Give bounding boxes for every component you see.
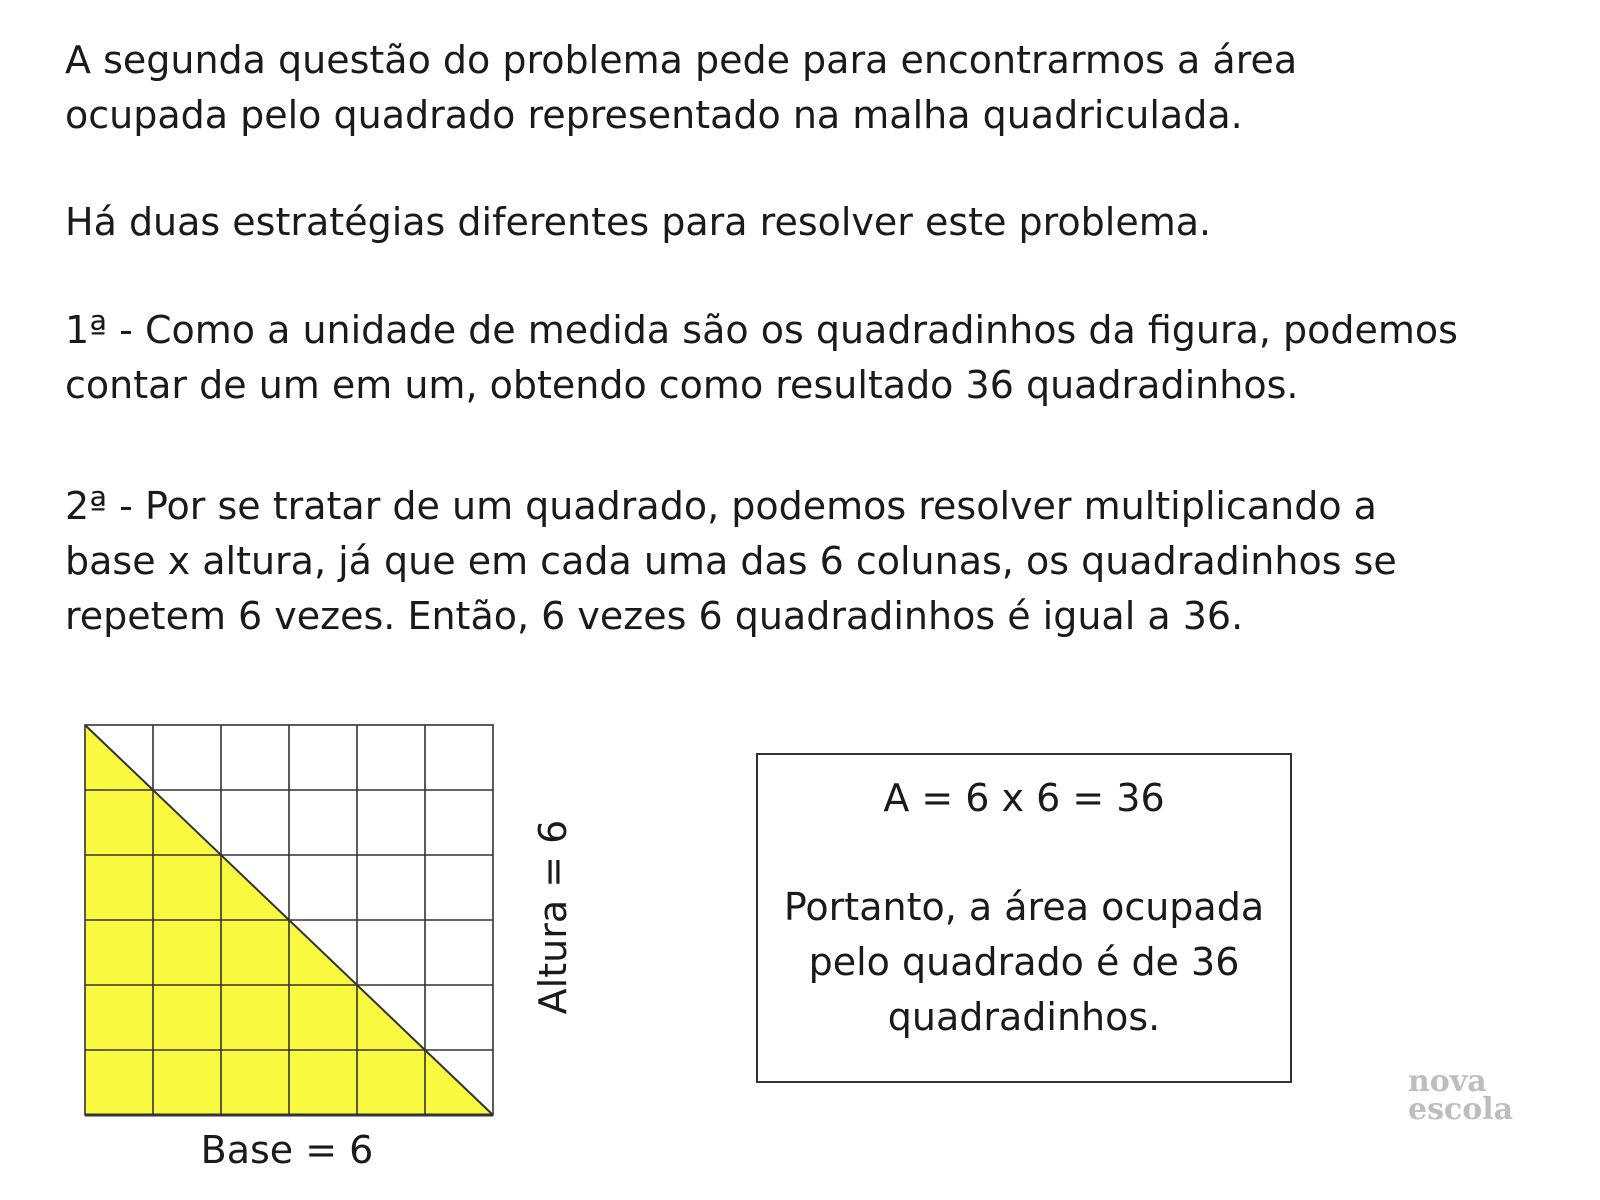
base-label: Base = 6 bbox=[200, 1128, 374, 1172]
paragraph-intro: A segunda questão do problema pede para encontrarmos a área ocupada pelo quadrado representado na malha quadriculada. bbox=[65, 38, 1298, 137]
height-label: Altura = 6 bbox=[531, 819, 575, 1015]
logo-line-escola: escola bbox=[1408, 1092, 1514, 1127]
logo-line-nova: nova bbox=[1408, 1064, 1487, 1099]
paragraph-strategy-2: 2ª - Por se tratar de um quadrado, podemos resolver multiplicando a base x altura, já que em cada uma das 6 colunas, os quadradinhos se repetem 6 vezes. Então, 6 vezes 6 quadradinhos é igual a 36. bbox=[65, 484, 1397, 638]
result-box bbox=[756, 753, 1292, 1083]
paragraph-strategies: Há duas estratégias diferentes para resolver este problema. bbox=[65, 200, 1212, 244]
conclusion-text: Portanto, a área ocupada pelo quadrado é de 36 quadradinhos. bbox=[783, 885, 1265, 1039]
nova-escola-logo bbox=[1408, 1064, 1543, 1127]
paragraph-strategy-1: 1ª - Como a unidade de medida são os quadradinhos da figura, podemos contar de um em um, obtendo como resultado 36 quadradinhos. bbox=[65, 308, 1458, 407]
area-formula: A = 6 x 6 = 36 bbox=[883, 776, 1165, 820]
grid-figure bbox=[80, 722, 500, 1122]
